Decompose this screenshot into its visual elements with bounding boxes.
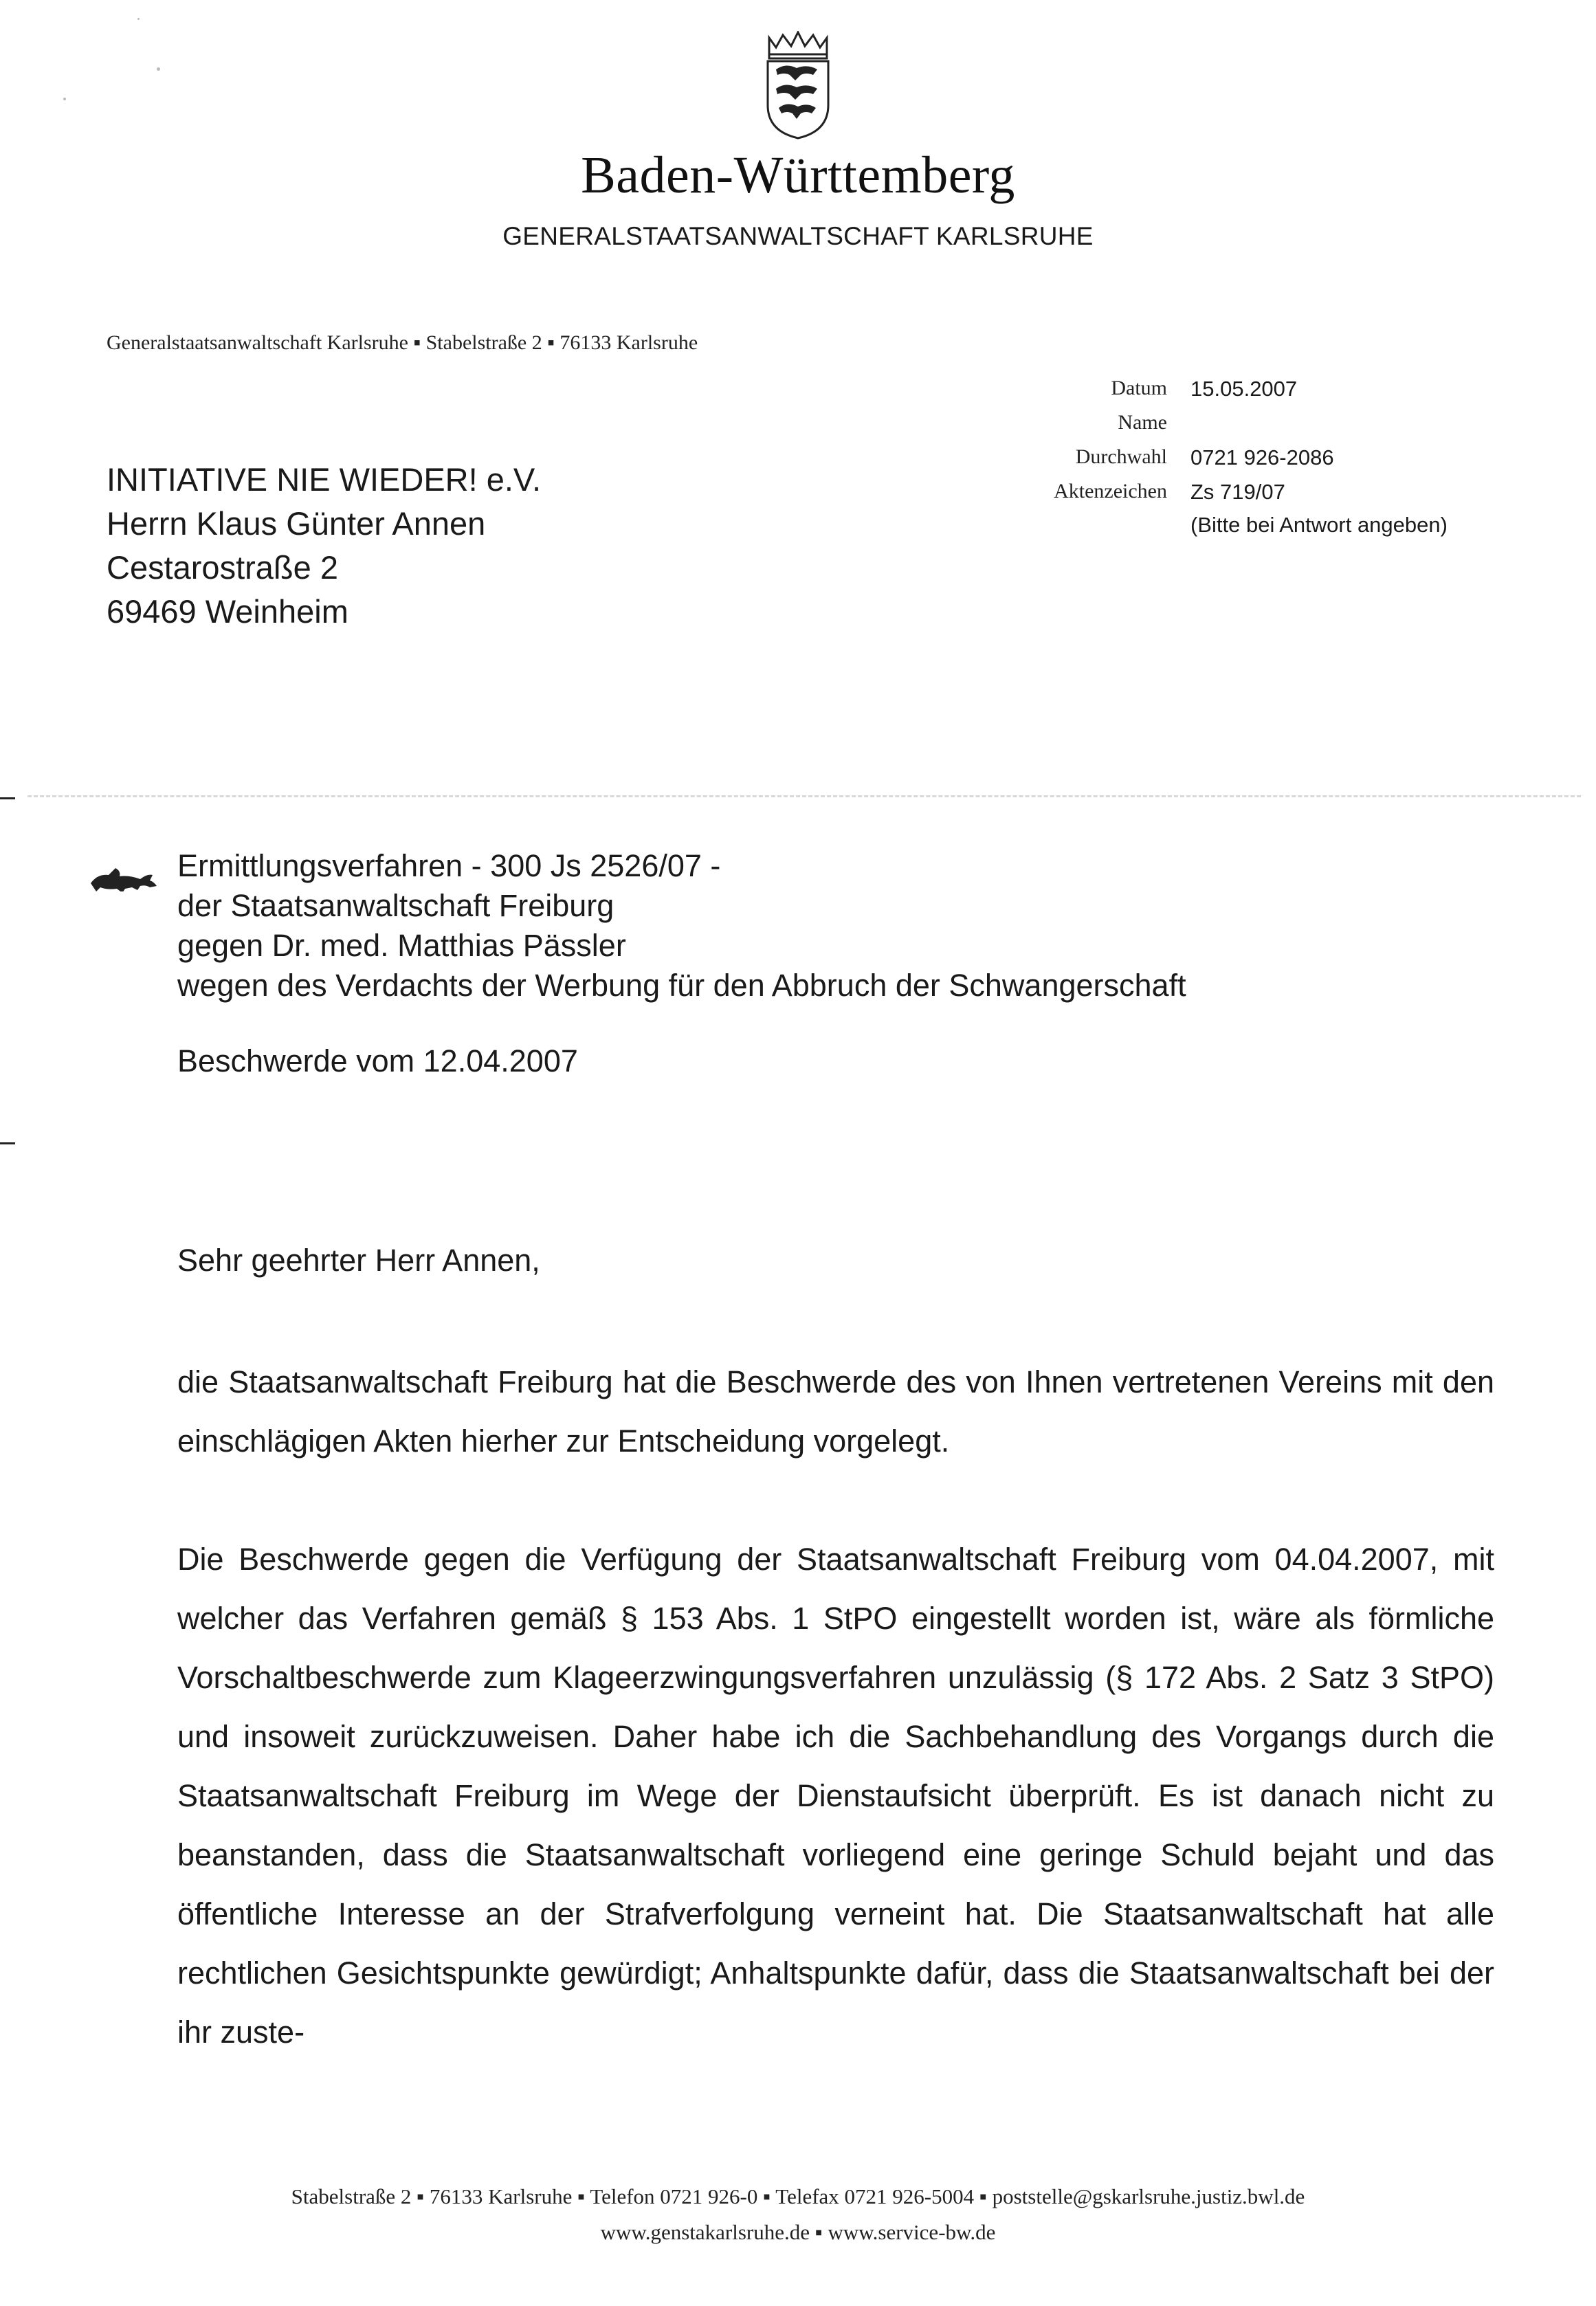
office-name: GENERALSTAATSANWALTSCHAFT KARLSRUHE xyxy=(502,222,1094,250)
recipient-organization: INITIATIVE NIE WIEDER! e.V. xyxy=(107,461,542,498)
lion-icon xyxy=(88,863,161,891)
sender-return-address: Generalstaatsanwaltschaft Karlsruhe ▪ Stabelstraße 2 ▪ 76133 Karlsruhe xyxy=(107,331,698,354)
paragraph-2: Die Beschwerde gegen die Verfügung der Staatsanwaltschaft Freiburg vom 04.04.2007, mit welcher das Verfahren gemäß § 153 Abs. 1 StPO eingestellt worden ist, wäre als förmliche Vorschaltbeschwerde zum Klageerzwingungsverfahren unzulässig (§ 172 Abs. 2 Satz 3 StPO) und insoweit zurückzuweisen. Daher habe ich die Sachbehandlung des Vorgangs durch die Staatsanwaltschaft Freiburg im Wege der Dienstaufsicht überprüft. Es ist danach nicht zu beanstanden, dass die Staatsanwaltschaft vorliegend eine geringe Schuld bejaht und das öffentliche Interesse an der Strafverfolgung verneint hat. Die Staatsanwaltschaft hat alle rechtlichen Gesichtspunkte gewürdigt; Anhaltspunkte dafür, dass die Staatsanwaltschaft bei der ihr zuste- xyxy=(177,1542,1494,2050)
recipient-city: 69469 Weinheim xyxy=(107,593,348,630)
subject-line-4: wegen des Verdachts der Werbung für den Abbruch der Schwangerschaft xyxy=(177,968,1186,1003)
scan-speck xyxy=(157,67,160,71)
complaint-date: Beschwerde vom 12.04.2007 xyxy=(177,1043,578,1078)
footer-contact: Stabelstraße 2 ▪ 76133 Karlsruhe ▪ Telefon 0721 926-0 ▪ Telefax 0721 926-5004 ▪ poststelle@gskarlsruhe.justiz.bwl.de xyxy=(291,2184,1305,2208)
recipient-street: Cestarostraße 2 xyxy=(107,549,338,586)
aktenzeichen-label: Aktenzeichen xyxy=(1054,480,1167,502)
salutation: Sehr geehrter Herr Annen, xyxy=(177,1243,540,1278)
aktenzeichen-note: (Bitte bei Antwort angeben) xyxy=(1190,513,1448,537)
datum-value: 15.05.2007 xyxy=(1190,377,1298,401)
fold-mark xyxy=(0,797,15,799)
scan-speck xyxy=(137,18,140,20)
durchwahl-label: Durchwahl xyxy=(1075,445,1167,468)
datum-label: Datum xyxy=(1111,377,1167,399)
coat-of-arms-icon xyxy=(760,31,836,141)
aktenzeichen-value: Zs 719/07 xyxy=(1190,480,1285,504)
fold-line xyxy=(27,795,1581,797)
footer-websites: www.genstakarlsruhe.de ▪ www.service-bw.de xyxy=(600,2220,996,2244)
subject-line-3: gegen Dr. med. Matthias Pässler xyxy=(177,928,626,963)
scan-speck xyxy=(63,98,66,100)
recipient-name: Herrn Klaus Günter Annen xyxy=(107,505,486,542)
subject-line-1: Ermittlungsverfahren - 300 Js 2526/07 - xyxy=(177,848,721,883)
subject-line-2: der Staatsanwaltschaft Freiburg xyxy=(177,888,614,923)
punch-mark xyxy=(0,1142,15,1144)
paragraph-1: die Staatsanwaltschaft Freiburg hat die Beschwerde des von Ihnen vertretenen Vereins mit den einschlägigen Akten hierher zur Entscheidung vorgelegt. xyxy=(177,1364,1494,1459)
durchwahl-value: 0721 926-2086 xyxy=(1190,445,1334,469)
name-label: Name xyxy=(1118,411,1167,434)
state-name: Baden-Württemberg xyxy=(581,146,1015,204)
